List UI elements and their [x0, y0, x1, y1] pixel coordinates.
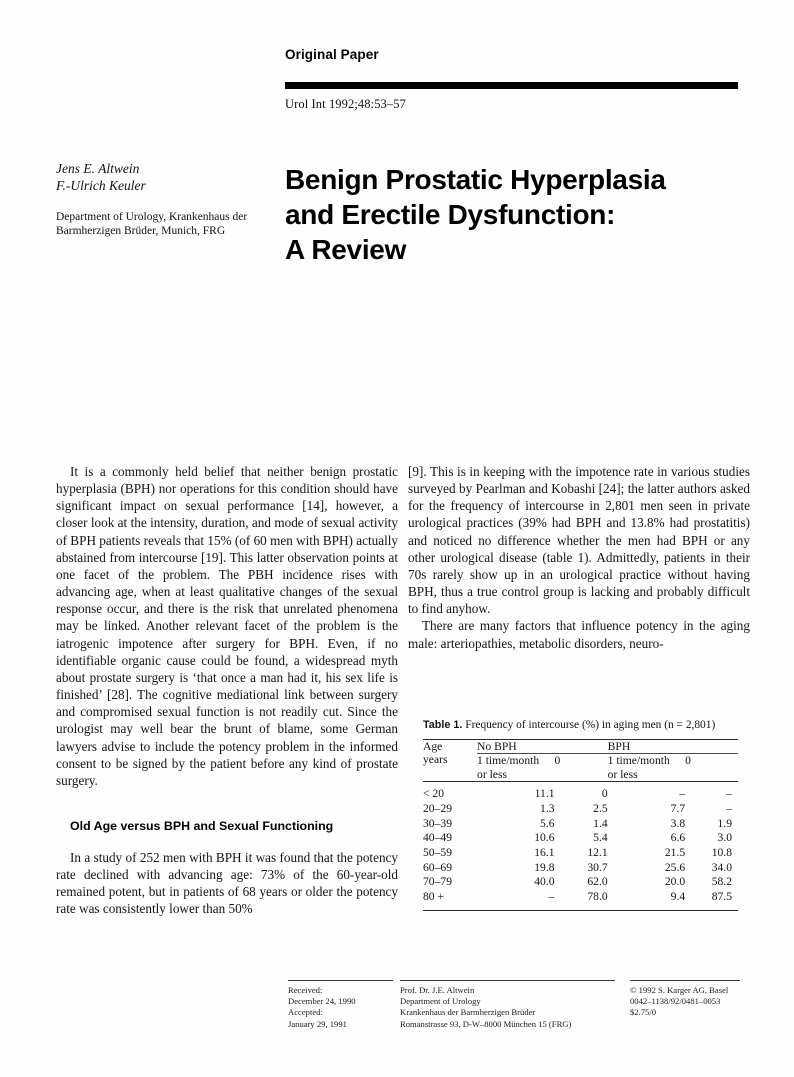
- cell-nobph-zero: 30.7: [587, 860, 608, 874]
- body-column-right: [408, 463, 750, 652]
- correspondence-address: Romanstrasse 93, D-W–8000 München 15 (FRG): [400, 1018, 572, 1029]
- table-row: [423, 875, 738, 890]
- subcol-header-bph-zero: 0: [685, 754, 691, 767]
- title-line-1: Benign Prostatic Hyperplasia: [285, 164, 666, 195]
- group-header-no-bph: No BPH: [477, 740, 608, 754]
- paragraph-impotence-rate: [9]. This is in keeping with the impotence rate in various studies surveyed by Pearlman and Kobashi [24]; the latter authors asked for the frequency of intercourse in 2,801 men seen in private urological practices (39% had BPH and 13.8% had prostatitis) and noticed no difference whether the men had BPH or any other urological disease (table 1). Admittedly, patients in their 70s rarely show up in an urological practice without having BPH, thus a true control group is lacking and probably difficult to find anyhow.: [408, 464, 750, 617]
- section-heading-old-age: Old Age versus BPH and Sexual Functioning: [70, 818, 334, 833]
- copyright-publisher: © 1992 S. Karger AG, Basel: [630, 985, 729, 995]
- spacer: [56, 834, 398, 849]
- table-body: [423, 782, 738, 911]
- table-row: [423, 890, 738, 910]
- cell-bph-zero: 87.5: [685, 890, 738, 910]
- cell-nobph-zero: 5.4: [593, 831, 608, 845]
- cell-bph-frequency: 6.6: [670, 831, 686, 845]
- author-name-1: Jens E. Altwein: [56, 161, 140, 176]
- accepted-label: Accepted:: [288, 1007, 323, 1018]
- cell-nobph-zero: 1.4: [593, 816, 608, 830]
- cell-nobph-zero: 0: [555, 782, 608, 802]
- copyright-issn: 0042–1138/92/0481–0053: [630, 996, 721, 1007]
- cell-nobph-zero: 62.0: [587, 875, 608, 889]
- paragraph-factors: There are many factors that influence potency in the aging male: arteriopathies, metabolic disorders, neuro-: [408, 618, 750, 651]
- body-column-left: [56, 463, 398, 918]
- accepted-date: January 29, 1991: [288, 1018, 347, 1029]
- received-label: Received:: [288, 985, 323, 995]
- col-header-age-line2: years: [423, 753, 448, 766]
- table-caption: [423, 718, 738, 732]
- table-row: [423, 782, 738, 802]
- cell-bph-zero: 58.2: [711, 875, 732, 889]
- cell-nobph-frequency: 16.1: [534, 846, 555, 859]
- cell-bph-zero: –: [726, 801, 732, 815]
- cell-bph-zero: 3.0: [717, 831, 732, 845]
- paragraph-study-252-men: In a study of 252 men with BPH it was found that the potency rate declined with advancing age: 73% of the 60-year-old remained potent, but in patients of 68 years or older the potency rate was consistently lower than 50%: [56, 849, 398, 917]
- subcol-header-bph-frequency: [608, 754, 686, 782]
- cell-age: < 20: [423, 782, 477, 802]
- subcol-bph-freq-line1: 1 time/month: [607, 754, 670, 767]
- cell-age: 40–49: [423, 831, 452, 845]
- subcol-nobph-freq-line1: 1 time/month: [477, 754, 540, 767]
- paragraph-intro: It is a commonly held belief that neither benign prostatic hyperplasia (BPH) nor operations for this condition should have significant impact on sexual performance [14], however, a closer look at the intensity, duration, and mode of sexual activity of BPH patients reveals that 15% (of 60 men with BPH) actually abstained from intercourse [19]. This latter observation points at one facet of the problem. The PBH incidence rises with advancing age, when at least qualitative changes of the sexual response occur, and there is the risk that unrelated phenomena may be linked. Another relevant facet of the problem is the iatrogenic impotence after surgery for BPH. Even, if no identifiable organic cause could be found, a widespread myth about prostate surgery is ‘that once a man had it, his sex life is finished’ [28]. The cognitive mediational link between surgery and compromised sexual function is not readily cut. Since the urologist may well bear the brunt of blame, some German lawyers advise to include the potency problem in the informed consent to be signed by the patient before any kind of prostate surgery.: [56, 464, 398, 788]
- title-line-2: and Erectile Dysfunction:: [285, 199, 616, 230]
- cell-bph-frequency: 21.5: [664, 846, 686, 859]
- table-head: [423, 740, 738, 782]
- cell-bph-frequency: 20.0: [664, 875, 686, 889]
- table-row: [423, 831, 738, 846]
- subcol-header-nobph-frequency: [477, 754, 555, 782]
- cell-bph-frequency: 9.4: [608, 890, 686, 910]
- subcol-bph-freq-line2: or less: [607, 767, 638, 781]
- table-caption-label: Table 1.: [423, 719, 463, 731]
- footer-correspondence: [400, 980, 615, 1030]
- cell-bph-zero: 1.9: [717, 816, 732, 830]
- cell-bph-zero: –: [685, 782, 738, 802]
- cell-nobph-frequency: 10.6: [534, 831, 555, 845]
- col-header-age: [423, 740, 477, 782]
- cell-bph-frequency: 7.7: [670, 801, 686, 815]
- col-header-age-line1: Age: [423, 740, 443, 753]
- cell-nobph-zero: 12.1: [587, 846, 608, 859]
- cell-bph-zero: 10.8: [711, 846, 732, 859]
- cell-nobph-frequency: –: [477, 890, 555, 910]
- copyright-price: $2.75/0: [630, 1007, 657, 1018]
- footer-rule-correspondence: [400, 980, 615, 981]
- cell-age: 70–79: [423, 875, 452, 889]
- footer-rule-copyright: [630, 980, 740, 981]
- correspondence-department: Department of Urology: [400, 996, 481, 1007]
- frequency-of-intercourse-table: [423, 739, 738, 911]
- cell-bph-frequency: –: [608, 782, 686, 802]
- correspondence-name: Prof. Dr. J.E. Altwein: [400, 985, 475, 995]
- table-group-header-row: [423, 740, 738, 754]
- cell-nobph-frequency: 1.3: [540, 801, 555, 815]
- table-caption-text: Frequency of intercourse (%) in aging men (n = 2,801): [462, 719, 716, 731]
- cell-age: 30–39: [423, 816, 452, 830]
- spacer: [56, 789, 398, 818]
- group-header-bph: BPH: [608, 740, 738, 754]
- footer-copyright: [630, 980, 740, 1019]
- cell-bph-frequency: 3.8: [670, 816, 686, 830]
- cell-bph-frequency: 25.6: [664, 860, 686, 874]
- author-list: [56, 160, 271, 194]
- cell-age: 50–59: [423, 846, 452, 859]
- page-title: [285, 162, 745, 267]
- table-row: [423, 802, 738, 817]
- footer-dates: [288, 980, 393, 1030]
- table-row: [423, 846, 738, 861]
- received-date: December 24, 1990: [288, 996, 356, 1007]
- table-1-container: [423, 718, 738, 911]
- affiliation-line-2: Barmherzigen Brüder, Munich, FRG: [56, 225, 226, 237]
- cell-nobph-frequency: 40.0: [534, 875, 555, 889]
- cell-nobph-frequency: 5.6: [540, 816, 555, 830]
- cell-age: 20–29: [423, 801, 452, 815]
- journal-citation: Urol Int 1992;48:53–57: [285, 97, 406, 111]
- cell-bph-zero: 34.0: [711, 860, 732, 874]
- subcol-header-nobph-zero: 0: [554, 754, 561, 767]
- cell-age: 80 +: [423, 890, 477, 910]
- author-name-2: F.-Ulrich Keuler: [56, 178, 146, 193]
- table-row: [423, 817, 738, 832]
- title-line-3: A Review: [285, 234, 407, 265]
- subcol-nobph-freq-line2: or less: [477, 767, 507, 781]
- cell-age: 60–69: [423, 860, 452, 874]
- header-rule: [285, 82, 738, 89]
- correspondence-institution: Krankenhaus der Barmherzigen Brüder: [400, 1007, 536, 1018]
- table-row: [423, 861, 738, 876]
- footer-rule-dates: [288, 980, 393, 981]
- author-affiliation: [56, 210, 276, 238]
- article-type-kicker: Original Paper: [285, 47, 379, 62]
- cell-nobph-frequency: 11.1: [477, 782, 555, 802]
- cell-nobph-zero: 78.0: [555, 890, 608, 910]
- cell-nobph-frequency: 19.8: [534, 860, 555, 874]
- affiliation-line-1: Department of Urology, Krankenhaus der: [56, 211, 248, 223]
- cell-nobph-zero: 2.5: [593, 801, 608, 815]
